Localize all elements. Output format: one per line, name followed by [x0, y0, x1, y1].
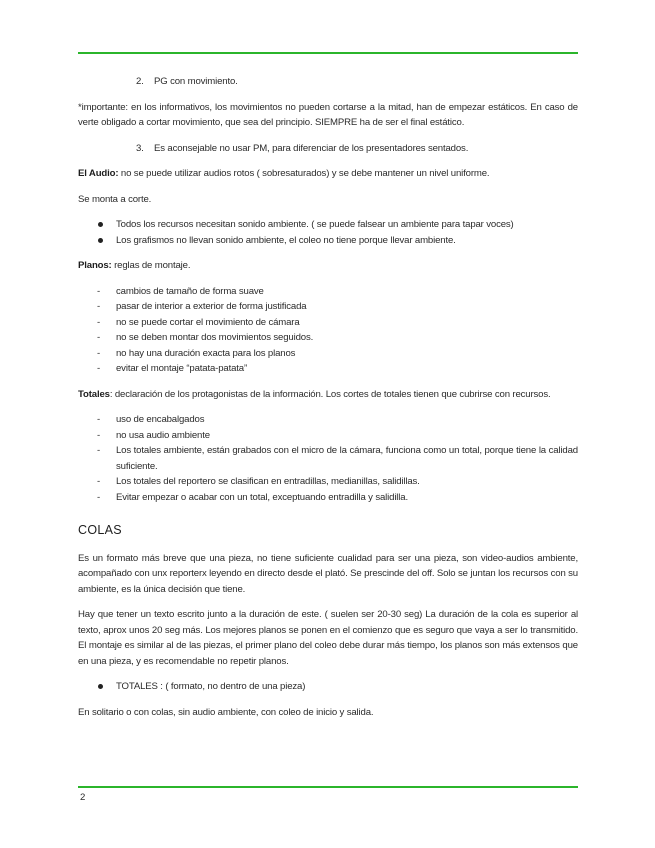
audio-paragraph — [78, 166, 578, 182]
colas-bullet-list — [78, 679, 578, 695]
colas-paragraph-3: En solitario o con colas, sin audio ambiente, con coleo de inicio y salida. — [78, 706, 374, 718]
planos-label: Planos: — [78, 260, 112, 271]
header-rule — [78, 52, 578, 54]
totales-paragraph — [78, 387, 578, 403]
monta-paragraph: Se monta a corte. — [78, 193, 152, 205]
list-item: - no usa audio ambiente — [78, 428, 578, 444]
planos-text: reglas de montaje. — [111, 260, 191, 271]
audio-text: no se puede utilizar audios rotos ( sobresaturados) y se debe mantener un nivel uniforme. — [118, 168, 490, 179]
list-item: - no se puede cortar el movimiento de cámara — [78, 315, 578, 331]
numbered-item-2 — [136, 74, 578, 90]
totales-list — [78, 412, 578, 505]
item-text: PG con movimiento. — [154, 76, 238, 87]
list-item: - uso de encabalgados — [78, 412, 578, 428]
page-number: 2 — [80, 792, 86, 803]
numbered-item-3 — [136, 141, 578, 157]
totales-label: Totales — [78, 388, 110, 400]
item-number: 2. — [136, 76, 144, 87]
colas-paragraph-2: Hay que tener un texto escrito junto a la duración de este. ( suelen ser 20-30 seg) La duración de la cola es superior al texto, aprox unos 20 seg más. Los mejores planos se ponen en el comienzo que es seguro que vaya a ser lo transmitido. El montaje es similar al de las piezas, el primer plano del coleo debe durar más tiempo, los planos son más extensos que en una pieza, y es recomendable no repetir planos. — [78, 609, 578, 667]
section-heading-colas: COLAS — [78, 523, 122, 537]
list-item: Los grafismos no llevan sonido ambiente, el coleo no tiene porque llevar ambiente. — [78, 233, 578, 249]
list-item: - no se deben montar dos movimientos seguidos. — [78, 330, 578, 346]
planos-list — [78, 284, 578, 377]
list-item: - no hay una duración exacta para los planos — [78, 346, 578, 362]
planos-paragraph — [78, 258, 578, 274]
item-text: Es aconsejable no usar PM, para diferenciar de los presentadores sentados. — [154, 142, 469, 154]
item-number: 3. — [136, 142, 144, 154]
list-item: TOTALES : ( formato, no dentro de una pieza) — [78, 679, 578, 695]
list-item: - pasar de interior a exterior de forma justificada — [78, 299, 578, 315]
colas-paragraph-1: Es un formato más breve que una pieza, no tiene suficiente cualidad para ser una pieza, son video-audios ambiente, acompañado con unx reporterx leyendo en directo desde el plató. Se prescinde del off. Solo se juntan los recursos con su ambiente, es la única decisión que tiene. — [78, 552, 578, 595]
list-item: - Los totales ambiente, están grabados con el micro de la cámara, funciona como un total, porque tiene la calidad suficiente. — [78, 443, 578, 474]
list-item: - Los totales del reportero se clasifican en entradillas, medianillas, salidillas. — [78, 474, 578, 490]
footer-rule — [78, 786, 578, 788]
page-content — [78, 74, 578, 730]
list-item: - evitar el montaje “patata-patata” — [78, 361, 578, 377]
list-item: - cambios de tamaño de forma suave — [78, 284, 578, 300]
audio-bullet-list — [78, 217, 578, 248]
audio-label: El Audio: — [78, 168, 119, 179]
totales-text: : declaración de los protagonistas de la información. Los cortes de totales tienen que cubrirse con recursos. — [109, 388, 551, 400]
list-item: Todos los recursos necesitan sonido ambiente. ( se puede falsear un ambiente para tapar voces) — [78, 217, 578, 233]
important-note: *importante: en los informativos, los movimientos no pueden cortarse a la mitad, han de empezar estáticos. En caso de verte obligado a cortar movimiento, que sea del principio. SIEMPRE ha de ser el final estático. — [78, 101, 578, 128]
list-item: - Evitar empezar o acabar con un total, exceptuando entradilla y salidilla. — [78, 490, 578, 506]
